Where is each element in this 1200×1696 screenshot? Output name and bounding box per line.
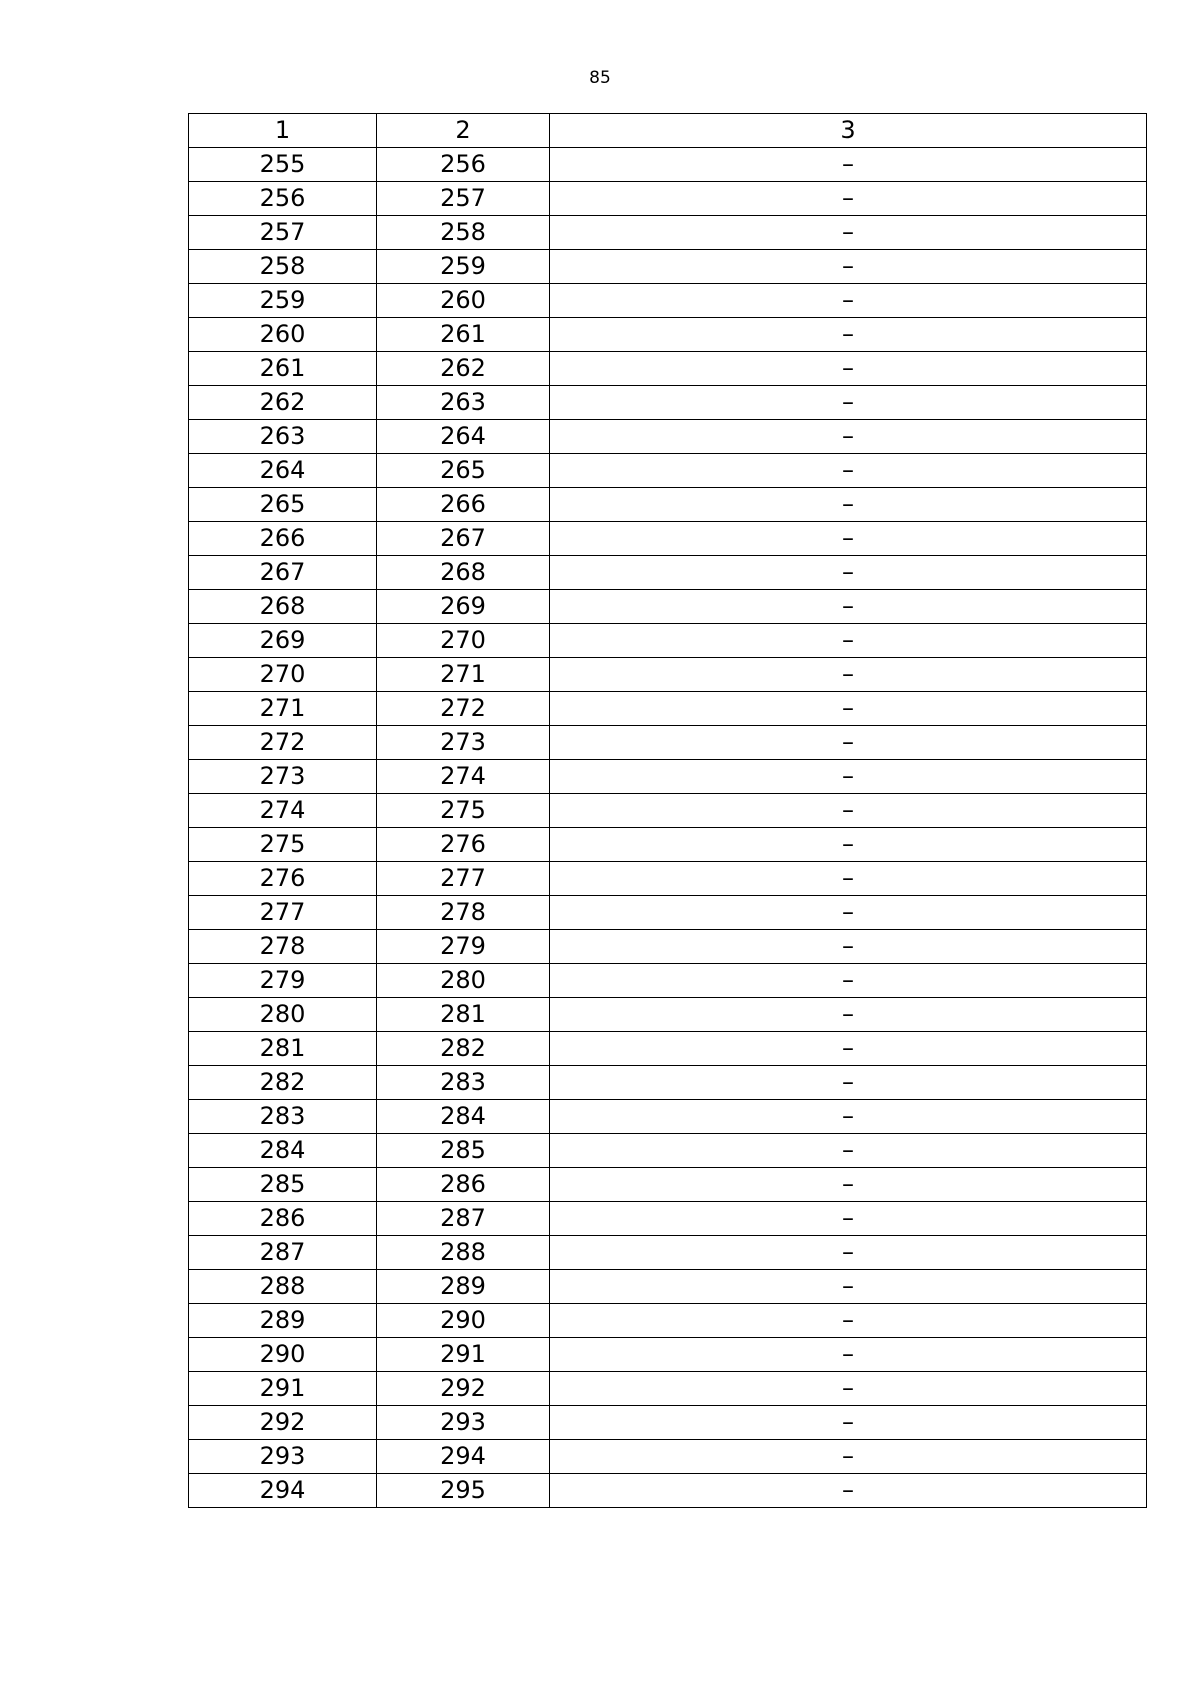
table-row — [189, 1474, 1147, 1508]
table-cell-col-1: 275 — [189, 828, 377, 862]
table-cell-col-2: 268 — [377, 556, 550, 590]
table-cell-col-1: 262 — [189, 386, 377, 420]
table-cell-col-2: 260 — [377, 284, 550, 318]
table-cell-col-2: 280 — [377, 964, 550, 998]
table-cell-col-2: 258 — [377, 216, 550, 250]
table-row — [189, 794, 1147, 828]
table-cell-col-2: 285 — [377, 1134, 550, 1168]
table-cell-col-2: 269 — [377, 590, 550, 624]
table-cell-col-1: 277 — [189, 896, 377, 930]
table-cell-col-1: 264 — [189, 454, 377, 488]
table-row — [189, 1202, 1147, 1236]
table-row — [189, 386, 1147, 420]
table-cell-col-1: 289 — [189, 1304, 377, 1338]
table-cell-col-2: 257 — [377, 182, 550, 216]
table-row — [189, 726, 1147, 760]
table-cell-col-2: 275 — [377, 794, 550, 828]
table-row — [189, 454, 1147, 488]
table-row — [189, 590, 1147, 624]
header-row — [189, 114, 1147, 148]
table-cell-col-1: 292 — [189, 1406, 377, 1440]
table-row — [189, 216, 1147, 250]
table-cell-col-2: 288 — [377, 1236, 550, 1270]
table-cell-col-2: 273 — [377, 726, 550, 760]
table-cell-col-1: 285 — [189, 1168, 377, 1202]
table-row — [189, 284, 1147, 318]
table-cell-col-1: 257 — [189, 216, 377, 250]
table-cell-col-3: – — [550, 1100, 1147, 1134]
table-row — [189, 828, 1147, 862]
table-cell-col-2: 279 — [377, 930, 550, 964]
table-cell-col-3: – — [550, 1474, 1147, 1508]
table-row — [189, 760, 1147, 794]
table-cell-col-3: – — [550, 828, 1147, 862]
table-row — [189, 522, 1147, 556]
table-row — [189, 556, 1147, 590]
table-header — [189, 114, 1147, 148]
table-cell-col-3: – — [550, 1236, 1147, 1270]
table-row — [189, 930, 1147, 964]
table-cell-col-3: – — [550, 1066, 1147, 1100]
table-row — [189, 896, 1147, 930]
table-cell-col-2: 283 — [377, 1066, 550, 1100]
table-cell-col-2: 274 — [377, 760, 550, 794]
table-cell-col-2: 270 — [377, 624, 550, 658]
table-row — [189, 624, 1147, 658]
table-cell-col-1: 270 — [189, 658, 377, 692]
table-cell-col-1: 265 — [189, 488, 377, 522]
table-cell-col-1: 290 — [189, 1338, 377, 1372]
table-row — [189, 692, 1147, 726]
table-row — [189, 1304, 1147, 1338]
table-row — [189, 1270, 1147, 1304]
table-cell-col-2: 261 — [377, 318, 550, 352]
table-cell-col-1: 272 — [189, 726, 377, 760]
table-cell-col-2: 267 — [377, 522, 550, 556]
table-cell-col-2: 256 — [377, 148, 550, 182]
table-cell-col-1: 288 — [189, 1270, 377, 1304]
table-cell-col-1: 266 — [189, 522, 377, 556]
table-row — [189, 318, 1147, 352]
table-cell-col-3: – — [550, 352, 1147, 386]
table-row — [189, 488, 1147, 522]
table-cell-col-1: 278 — [189, 930, 377, 964]
table-cell-col-1: 255 — [189, 148, 377, 182]
header-cell-col-1: 1 — [189, 114, 377, 148]
table-cell-col-2: 278 — [377, 896, 550, 930]
table-cell-col-2: 289 — [377, 1270, 550, 1304]
table-cell-col-1: 283 — [189, 1100, 377, 1134]
table-cell-col-2: 276 — [377, 828, 550, 862]
table-cell-col-3: – — [550, 862, 1147, 896]
table-cell-col-2: 284 — [377, 1100, 550, 1134]
table-cell-col-1: 291 — [189, 1372, 377, 1406]
table-cell-col-3: – — [550, 250, 1147, 284]
table-cell-col-3: – — [550, 216, 1147, 250]
table-cell-col-3: – — [550, 284, 1147, 318]
table-body — [189, 148, 1147, 1508]
table-cell-col-1: 260 — [189, 318, 377, 352]
table-cell-col-1: 258 — [189, 250, 377, 284]
table-cell-col-2: 290 — [377, 1304, 550, 1338]
table-cell-col-1: 284 — [189, 1134, 377, 1168]
table-row — [189, 420, 1147, 454]
header-cell-col-2: 2 — [377, 114, 550, 148]
table-cell-col-2: 266 — [377, 488, 550, 522]
table-cell-col-3: – — [550, 760, 1147, 794]
table-cell-col-1: 274 — [189, 794, 377, 828]
table-row — [189, 1100, 1147, 1134]
table-cell-col-3: – — [550, 148, 1147, 182]
table-cell-col-3: – — [550, 318, 1147, 352]
table-cell-col-2: 272 — [377, 692, 550, 726]
table-cell-col-3: – — [550, 1134, 1147, 1168]
table-cell-col-1: 268 — [189, 590, 377, 624]
table-row — [189, 250, 1147, 284]
table-cell-col-1: 261 — [189, 352, 377, 386]
table-row — [189, 1372, 1147, 1406]
table-cell-col-2: 262 — [377, 352, 550, 386]
table-row — [189, 1338, 1147, 1372]
table-row — [189, 1032, 1147, 1066]
table-cell-col-3: – — [550, 726, 1147, 760]
table-cell-col-1: 269 — [189, 624, 377, 658]
table-cell-col-1: 293 — [189, 1440, 377, 1474]
table-cell-col-3: – — [550, 1032, 1147, 1066]
table-cell-col-1: 282 — [189, 1066, 377, 1100]
table-cell-col-3: – — [550, 420, 1147, 454]
table-cell-col-2: 293 — [377, 1406, 550, 1440]
table-cell-col-1: 280 — [189, 998, 377, 1032]
table-cell-col-2: 292 — [377, 1372, 550, 1406]
table-row — [189, 1168, 1147, 1202]
table-cell-col-2: 291 — [377, 1338, 550, 1372]
table-cell-col-3: – — [550, 930, 1147, 964]
table-row — [189, 862, 1147, 896]
table-cell-col-1: 286 — [189, 1202, 377, 1236]
table-cell-col-3: – — [550, 964, 1147, 998]
table-cell-col-2: 265 — [377, 454, 550, 488]
table-cell-col-2: 287 — [377, 1202, 550, 1236]
table-cell-col-3: – — [550, 998, 1147, 1032]
table-cell-col-2: 271 — [377, 658, 550, 692]
table-cell-col-1: 259 — [189, 284, 377, 318]
table-cell-col-3: – — [550, 1202, 1147, 1236]
table-cell-col-1: 271 — [189, 692, 377, 726]
table-cell-col-1: 256 — [189, 182, 377, 216]
table-cell-col-1: 267 — [189, 556, 377, 590]
table-cell-col-2: 277 — [377, 862, 550, 896]
table-cell-col-1: 263 — [189, 420, 377, 454]
table-cell-col-3: – — [550, 1338, 1147, 1372]
table-cell-col-3: – — [550, 1304, 1147, 1338]
table-cell-col-3: – — [550, 182, 1147, 216]
table-cell-col-1: 281 — [189, 1032, 377, 1066]
table-cell-col-1: 276 — [189, 862, 377, 896]
table-cell-col-3: – — [550, 896, 1147, 930]
table-cell-col-3: – — [550, 794, 1147, 828]
table-cell-col-1: 287 — [189, 1236, 377, 1270]
table-cell-col-2: 295 — [377, 1474, 550, 1508]
table-cell-col-3: – — [550, 1168, 1147, 1202]
table-cell-col-1: 279 — [189, 964, 377, 998]
table-row — [189, 1066, 1147, 1100]
table-cell-col-2: 259 — [377, 250, 550, 284]
data-table — [188, 113, 1147, 1508]
table-cell-col-3: – — [550, 386, 1147, 420]
table-cell-col-3: – — [550, 692, 1147, 726]
table-cell-col-3: – — [550, 522, 1147, 556]
table-row — [189, 1134, 1147, 1168]
table-cell-col-3: – — [550, 1372, 1147, 1406]
table-row — [189, 182, 1147, 216]
table-cell-col-2: 264 — [377, 420, 550, 454]
table-cell-col-2: 281 — [377, 998, 550, 1032]
table-row — [189, 998, 1147, 1032]
table-cell-col-3: – — [550, 1406, 1147, 1440]
table-row — [189, 1406, 1147, 1440]
table-cell-col-3: – — [550, 1440, 1147, 1474]
table-cell-col-3: – — [550, 454, 1147, 488]
table-cell-col-1: 294 — [189, 1474, 377, 1508]
table-cell-col-3: – — [550, 556, 1147, 590]
table-cell-col-1: 273 — [189, 760, 377, 794]
table-cell-col-2: 263 — [377, 386, 550, 420]
table-cell-col-3: – — [550, 624, 1147, 658]
table-cell-col-2: 294 — [377, 1440, 550, 1474]
table-cell-col-3: – — [550, 590, 1147, 624]
table-row — [189, 352, 1147, 386]
table-row — [189, 148, 1147, 182]
table-row — [189, 1236, 1147, 1270]
table-cell-col-2: 282 — [377, 1032, 550, 1066]
header-cell-col-3: 3 — [550, 114, 1147, 148]
table-cell-col-3: – — [550, 488, 1147, 522]
table-cell-col-3: – — [550, 658, 1147, 692]
table-cell-col-3: – — [550, 1270, 1147, 1304]
page-number: 85 — [589, 68, 611, 88]
table-row — [189, 964, 1147, 998]
table-row — [189, 1440, 1147, 1474]
table-cell-col-2: 286 — [377, 1168, 550, 1202]
table-row — [189, 658, 1147, 692]
